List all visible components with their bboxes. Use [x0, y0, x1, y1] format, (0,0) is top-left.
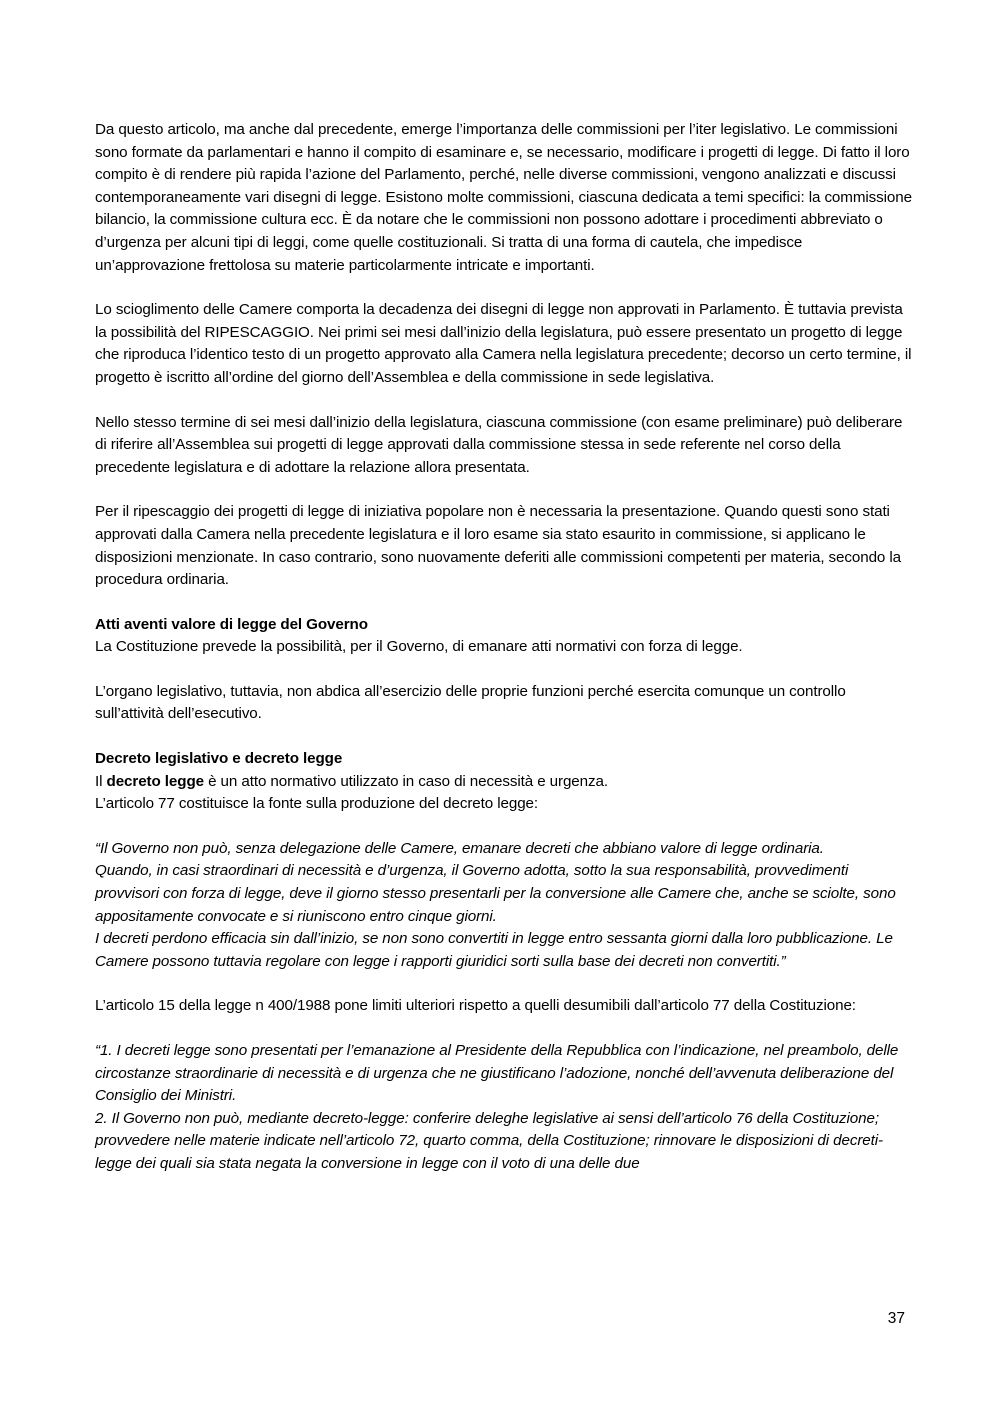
quote-art77-part1: “Il Governo non può, senza delegazione delle Camere, emanare decreti che abbiano valore di legge ordinaria.: [95, 839, 824, 857]
quote-legge400-part2: 2. Il Governo non può, mediante decreto-legge: conferire deleghe legislative ai sensi dell’articolo 76 della Costituzione; provvedere nelle materie indicate nell’articolo 72, quarto comma, della Costituzione; rinnovare le disposizioni di decreti-legge dei quali sia stata negata la conversione in legge con il voto di una delle due: [95, 1109, 883, 1172]
paragraph-spacer: [95, 816, 913, 838]
paragraph-spacer: [95, 479, 913, 501]
text-prefix: Il: [95, 772, 107, 790]
paragraph-spacer: [95, 726, 913, 748]
heading-decreto: Decreto legislativo e decreto legge: [95, 750, 343, 768]
paragraph-commissioni: Da questo articolo, ma anche dal precedente, emerge l’importanza delle commissioni per l’iter legislativo. Le commissioni sono formate da parlamentari e hanno il compito di esaminare e, se necessario, modificare i progetti di legge. Di fatto il loro compito è di rendere più rapida l’azione del Parlamento, perché, nelle diverse commissioni, vengono analizzati e discussi contemporaneamente vari disegni di legge. Esistono molte commissioni, ciascuna dedicata a temi specifici: la commissione bilancio, la commissione cultura ecc. È da notare che le commissioni non possono adottare i procedimenti abbreviato o d’urgenza per alcuni tipi di leggi, come quelle costituzionali. Si tratta di una forma di cautela, che impedisce un’approvazione frettolosa su materie particolarmente intricate e importanti.: [95, 121, 912, 274]
document-body: [95, 119, 913, 1176]
paragraph-spacer: [95, 973, 913, 995]
heading-atti-governo: Atti aventi valore di legge del Governo: [95, 615, 368, 633]
paragraph-organo-legislativo: L’organo legislativo, tuttavia, non abdica all’esercizio delle proprie funzioni perché esercita comunque un controllo sull’attività dell’esecutivo.: [95, 682, 846, 723]
quote-art77-part3: I decreti perdono efficacia sin dall’inizio, se non sono convertiti in legge entro sessanta giorni dalla loro pubblicazione. Le Camere possono tuttavia regolare con legge i rapporti giuridici sorti sulla base dei decreti non convertiti.”: [95, 930, 893, 970]
bold-term: decreto legge: [106, 772, 204, 790]
text-suffix: è un atto normativo utilizzato in caso di necessità e urgenza.: [203, 772, 608, 790]
quote-art77-part2: Quando, in casi straordinari di necessità e d’urgenza, il Governo adotta, sotto la sua responsabilità, provvedimenti provvisori con forza di legge, deve il giorno stesso presentarli per la conversione alle Camere che, anche se sciolte, sono appositamente convocate e si riuniscono entro cinque giorni.: [95, 862, 896, 925]
quote-legge400-part1: “1. I decreti legge sono presentati per l’emanazione al Presidente della Repubblica con l’indicazione, nel preambolo, delle circostanze straordinarie di necessità e di urgenza che ne giustificano l’adozione, nonché dell’avvenuta deliberazione del Consiglio dei Ministri.: [95, 1042, 899, 1105]
paragraph-articolo-77: L’articolo 77 costituisce la fonte sulla produzione del decreto legge:: [95, 795, 539, 813]
paragraph-scioglimento: Lo scioglimento delle Camere comporta la decadenza dei disegni di legge non approvati in Parlamento. È tuttavia prevista la possibilità del RIPESCAGGIO. Nei primi sei mesi dall’inizio della legislatura, può essere presentato un progetto di legge che riproduca l’identico testo di un progetto approvato alla Camera nella legislatura precedente; decorso un certo termine, il progetto è iscritto all’ordine del giorno dell’Assemblea e della commissione in sede legislativa.: [95, 301, 912, 386]
paragraph-spacer: [95, 1018, 913, 1040]
page-number: 37: [887, 1310, 905, 1327]
paragraph-articolo-15: L’articolo 15 della legge n 400/1988 pone limiti ulteriori rispetto a quelli desumibili dall’articolo 77 della Costituzione:: [95, 997, 856, 1015]
paragraph-termine-sei-mesi: Nello stesso termine di sei mesi dall’inizio della legislatura, ciascuna commissione (con esame preliminare) può deliberare di riferire all’Assemblea sui progetti di legge approvati dalla commissione stessa in sede referente nel corso della precedente legislatura e di adottare la relazione allora presentata.: [95, 413, 903, 476]
paragraph-spacer: [95, 659, 913, 681]
paragraph-costituzione-prevede: La Costituzione prevede la possibilità, per il Governo, di emanare atti normativi con forza di legge.: [95, 638, 743, 656]
paragraph-ripescaggio: Per il ripescaggio dei progetti di legge di iniziativa popolare non è necessaria la presentazione. Quando questi sono stati approvati dalla Camera nella precedente legislatura e il loro esame sia stato esaurito in commissione, si applicano le disposizioni menzionate. In caso contrario, sono nuovamente deferiti alle commissioni competenti per materia, secondo la procedura ordinaria.: [95, 503, 902, 589]
paragraph-spacer: [95, 592, 913, 614]
paragraph-decreto-legge-def: [95, 771, 913, 794]
paragraph-spacer: [95, 277, 913, 299]
paragraph-spacer: [95, 390, 913, 412]
